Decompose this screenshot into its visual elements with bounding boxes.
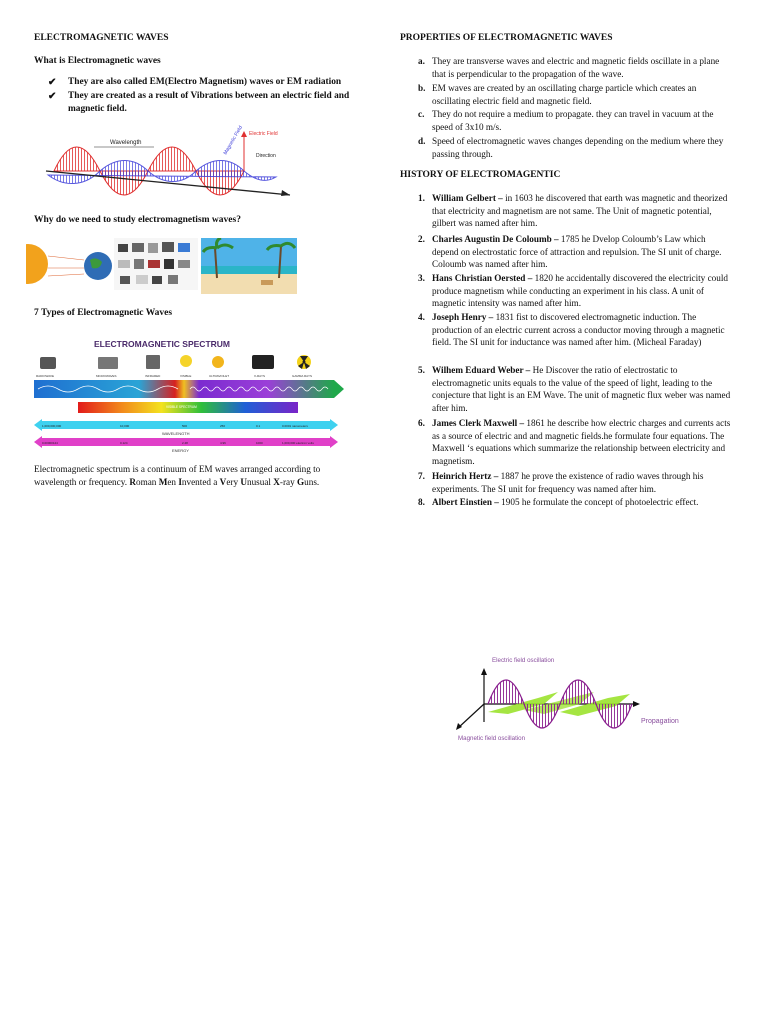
scientist-name: William Gelbert – — [432, 193, 503, 203]
mnemonic-rest: oman — [135, 476, 159, 487]
item-label: 7. — [418, 471, 425, 481]
energy-value: 4.96 — [220, 441, 226, 445]
microwave-icon — [98, 357, 118, 369]
magnetic-oscillation-label: Magnetic field oscillation — [458, 735, 526, 742]
wavelength-axis-label: WAVELENGTH — [162, 431, 190, 436]
description-text: Electromagnetic spectrum is a continuum of EM waves arranged according to wavelength or frequency. — [34, 464, 321, 487]
item-label: 4. — [418, 312, 425, 322]
mnemonic-letter: G — [297, 476, 305, 487]
item-label: 1. — [418, 193, 425, 203]
item-text: He Discover the ratio of electrostatic to electromagnetic units equals to the value of the speed of light, leading to the conjecture that light is an EM Wave. The unit of magnetic flux weber was named after him. — [432, 365, 731, 414]
mnemonic-rest: uns. — [304, 476, 320, 487]
item-text: 1785 he Dvelop Coloumb’s Law which depend on electrostatic force of attraction and repulsion. The SI unit of charge. Coloumb was named after him. — [432, 234, 722, 270]
band-label: VISIBLE — [180, 374, 192, 378]
energy-value: 0.00000124 — [42, 441, 58, 445]
wavelength-label: Wavelength — [110, 140, 142, 146]
item-label: a. — [418, 56, 425, 66]
energy-value: 0.124 — [120, 441, 128, 445]
energy-value: 1000 — [256, 441, 263, 445]
left-title: ELECTROMAGNETIC WAVES — [34, 33, 169, 43]
scientist-name: Heinrich Hertz – — [432, 471, 499, 481]
item-label: c. — [418, 109, 425, 119]
mnemonic-rest: nvented a — [181, 476, 220, 487]
mnemonic-letter: U — [240, 476, 247, 487]
spectrum-bar — [34, 380, 334, 398]
wavelength-value: 0.1 — [256, 424, 261, 428]
mnemonic-rest: -ray — [279, 476, 298, 487]
wavelength-value: 250 — [220, 424, 226, 428]
mnemonic-rest: nusual — [246, 476, 274, 487]
mnemonic-letter: I — [178, 476, 182, 487]
mnemonic-rest: ery — [226, 476, 241, 487]
beach-image — [201, 238, 297, 294]
energy-axis-label: ENERGY — [172, 448, 189, 453]
sun-icon — [26, 244, 48, 284]
propagation-axis — [46, 171, 290, 195]
band-label: RADIOWAVE — [36, 374, 55, 378]
item-label: d. — [418, 136, 426, 146]
item-text: Speed of electromagnetic waves changes depending on the medium where they passing through. — [432, 136, 724, 159]
types-heading: 7 Types of Electromagnetic Waves — [34, 308, 173, 318]
properties-heading: PROPERTIES OF ELECTROMAGNETIC WAVES — [400, 33, 613, 43]
electric-oscillation-label: Electric field oscillation — [492, 657, 555, 664]
item-text: They are transverse waves and electric and magnetic fields oscillate in a plane that is perpendicular to the propagation of the wave. — [432, 56, 720, 79]
item-label: 3. — [418, 273, 425, 283]
item-text: 1905 he formulate the concept of photoelectric effect. — [498, 497, 699, 507]
item-text: They do not require a medium to propagate. they can travel in vacuum at the speed of 3x10 m/s. — [432, 109, 714, 132]
band-label: INFRARED — [145, 374, 161, 378]
band-label: ULTRAVIOLET — [209, 374, 230, 378]
propagation-label: Propagation — [641, 718, 679, 725]
mnemonic-letter: R — [129, 476, 136, 487]
item-label: b. — [418, 83, 426, 93]
wavelength-value: 0.0001 nanometers — [282, 424, 308, 428]
mnemonic-letter: X — [273, 476, 280, 487]
mnemonic-rest: en — [167, 476, 179, 487]
energy-value: 2.48 — [182, 441, 188, 445]
item-label: 2. — [418, 234, 425, 244]
spectrum-description — [34, 463, 352, 488]
scientist-name: Wilhem Eduard Weber – — [432, 365, 531, 375]
item-label: 5. — [418, 365, 425, 375]
em-wave-diagram — [44, 125, 300, 205]
radio-icon — [40, 357, 56, 369]
scientist-name: Hans Christian Oersted – — [432, 273, 533, 283]
band-label: GAMMA RAYS — [292, 374, 312, 378]
xray-icon — [252, 355, 274, 369]
item-text: in 1603 he discovered that earth was magnetic and theorized that electricity and magnetism are not same. The Unit of magnetic potential, gilbert was named after him. — [432, 193, 728, 229]
devices-image — [114, 238, 198, 290]
item-text: EM waves are created by an oscillating charge particle which creates an oscillating electric field and magnetic field. — [432, 83, 697, 106]
wavelength-value: 1,000,000,000 — [42, 424, 62, 428]
spectrum-title: ELECTROMAGNETIC SPECTRUM — [94, 339, 230, 349]
what-heading: What is Electromagnetic waves — [34, 56, 161, 66]
item-text: 1887 he prove the existence of radio waves through his experiments. The SI unit for frequency was named after him. — [432, 471, 704, 494]
bulb-icon — [180, 355, 192, 367]
energy-value: 1,000,000 electron volts — [282, 441, 314, 445]
scientist-name: Albert Einstien – — [432, 497, 499, 507]
wavelength-value: 10,000 — [120, 424, 130, 428]
sun-uv-icon — [212, 356, 224, 368]
why-heading: Why do we need to study electromagnetism waves? — [34, 215, 241, 225]
checkmark-icon: ✔ — [48, 91, 57, 102]
band-label: X-RAYS — [254, 374, 265, 378]
em-propagation-diagram — [448, 652, 700, 754]
scientist-name: James Clerk Maxwell – — [432, 418, 525, 428]
magnetic-field-label: Magnetic Field — [222, 125, 244, 156]
item-label: 8. — [418, 497, 425, 507]
item-text: 1820 he accidentally discovered the electricity could produce magnetism while conducting an experiment in his class. A unit of magnetic intensity was named after him. — [432, 273, 728, 309]
scientist-name: Joseph Henry – — [432, 312, 494, 322]
arrow-up-icon — [241, 131, 247, 137]
item-text: 1831 fist to discovered electromagnetic induction. The production of an electric current across a conductor moving through a magnetic field. The SI unit for inductance was named after him. (Micheal Faraday) — [432, 312, 725, 348]
checkmark-icon: ✔ — [48, 77, 57, 88]
direction-label: Direction — [256, 153, 276, 159]
history-heading: HISTORY OF ELECTROMAGENTIC — [400, 170, 561, 180]
band-label: MICROWAVES — [96, 374, 117, 378]
mnemonic-letter: V — [219, 476, 227, 487]
mnemonic-letter: M — [158, 476, 168, 487]
item-text: 1861 he describe how electric charges and currents acts as a source of electric and and magnetic fields.he formulate four equations. The Maxwell ‘s equations which summarize the relationship between electricity and magnetism. — [432, 418, 731, 467]
scientist-name: Charles Augustin De Coloumb – — [432, 234, 559, 244]
visible-label: VISIBLE SPECTRUM — [166, 405, 197, 409]
item-label: 6. — [418, 418, 425, 428]
wavelength-value: 500 — [182, 424, 188, 428]
em-spectrum-diagram — [34, 333, 346, 456]
heater-icon — [146, 355, 160, 369]
sun-earth-image — [26, 238, 112, 290]
electric-field-label: Electric Field — [249, 131, 278, 137]
arrow-head-icon — [281, 190, 290, 196]
